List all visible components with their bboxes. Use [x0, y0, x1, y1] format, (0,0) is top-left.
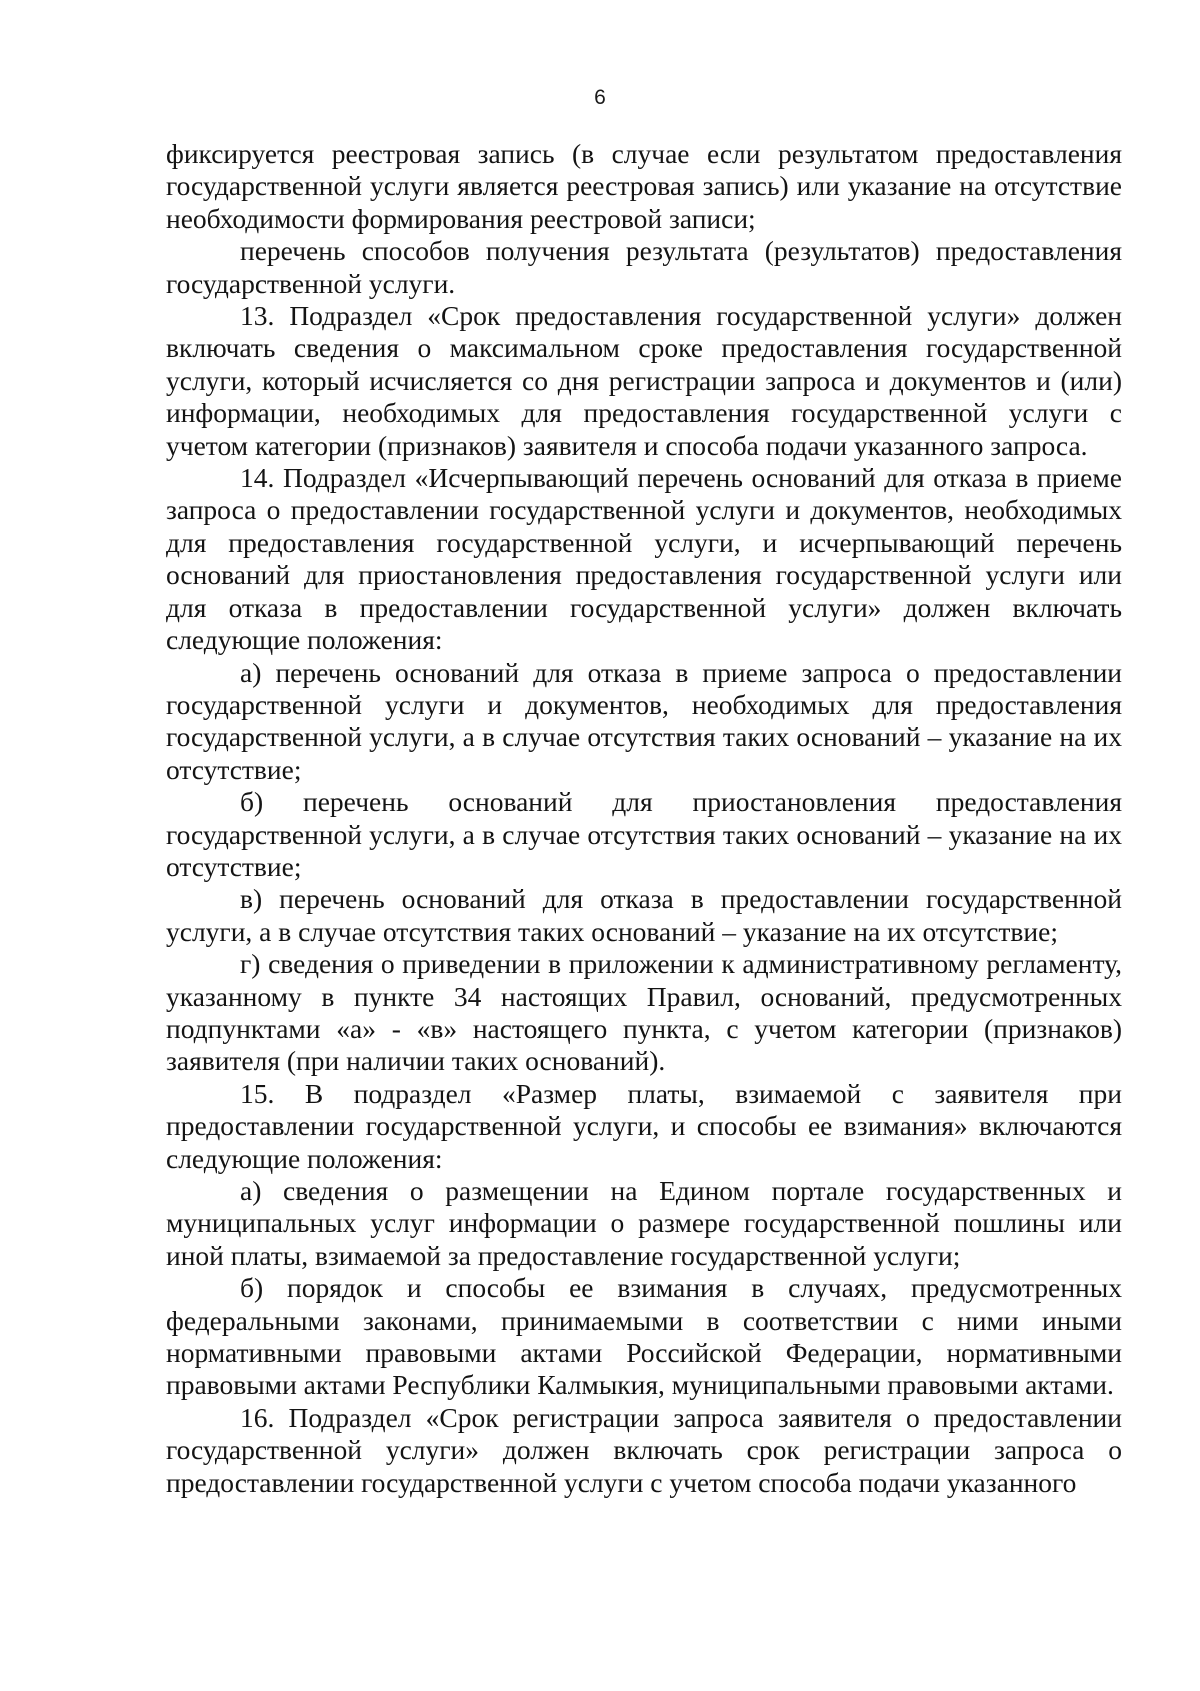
- paragraph: г) сведения о приведении в приложении к административному регламенту, указанному в пункте 34 настоящих Правил, оснований, предусмотренных подпунктами «а» - «в» настоящего пункта, с учетом категории (признаков) заявителя (при наличии таких оснований).: [166, 948, 1122, 1077]
- paragraph: б) порядок и способы ее взимания в случаях, предусмотренных федеральными законами, принимаемыми в соответствии с ними иными нормативными правовыми актами Российской Федерации, нормативными правовыми актами Республики Калмыкия, муниципальными правовыми актами.: [166, 1272, 1122, 1401]
- paragraph: а) сведения о размещении на Едином портале государственных и муниципальных услуг информации о размере государственной пошлины или иной платы, взимаемой за предоставление государственной услуги;: [166, 1175, 1122, 1271]
- paragraph: б) перечень оснований для приостановления предоставления государственной услуги, а в случае отсутствия таких оснований – указание на их отсутствие;: [166, 786, 1122, 882]
- paragraph: 14. Подраздел «Исчерпывающий перечень оснований для отказа в приеме запроса о предоставлении государственной услуги и документов, необходимых для предоставления государственной услуги, и исчерпывающий перечень оснований для приостановления предоставления государственной услуги или для отказа в предоставлении государственной услуги» должен включать следующие положения:: [166, 462, 1122, 656]
- paragraph: перечень способов получения результата (результатов) предоставления государственной услуги.: [166, 235, 1122, 299]
- paragraph: а) перечень оснований для отказа в приеме запроса о предоставлении государственной услуги и документов, необходимых для предоставления государственной услуги, а в случае отсутствия таких оснований – указание на их отсутствие;: [166, 656, 1122, 785]
- paragraph: 13. Подраздел «Срок предоставления государственной услуги» должен включать сведения о максимальном сроке предоставления государственной услуги, который исчисляется со дня регистрации запроса и документов и (или) информации, необходимых для предоставления государственной услуги с учетом категории (признаков) заявителя и способа подачи указанного запроса.: [166, 300, 1122, 461]
- paragraph: 15. В подраздел «Размер платы, взимаемой с заявителя при предоставлении государственной услуги, и способы ее взимания» включаются следующие положения:: [166, 1077, 1122, 1174]
- paragraph: 16. Подраздел «Срок регистрации запроса заявителя о предоставлении государственной услуги» должен включать срок регистрации запроса о предоставлении государственной услуги с учетом способа подачи указанного: [166, 1401, 1122, 1498]
- paragraph: фиксируется реестровая запись (в случае если результатом предоставления государственной услуги является реестровая запись) или указание на отсутствие необходимости формирования реестровой записи;: [166, 138, 1122, 234]
- document-body: [166, 138, 1122, 1499]
- paragraph: в) перечень оснований для отказа в предоставлении государственной услуги, а в случае отсутствия таких оснований – указание на их отсутствие;: [166, 883, 1122, 947]
- page-number: 6: [594, 86, 606, 109]
